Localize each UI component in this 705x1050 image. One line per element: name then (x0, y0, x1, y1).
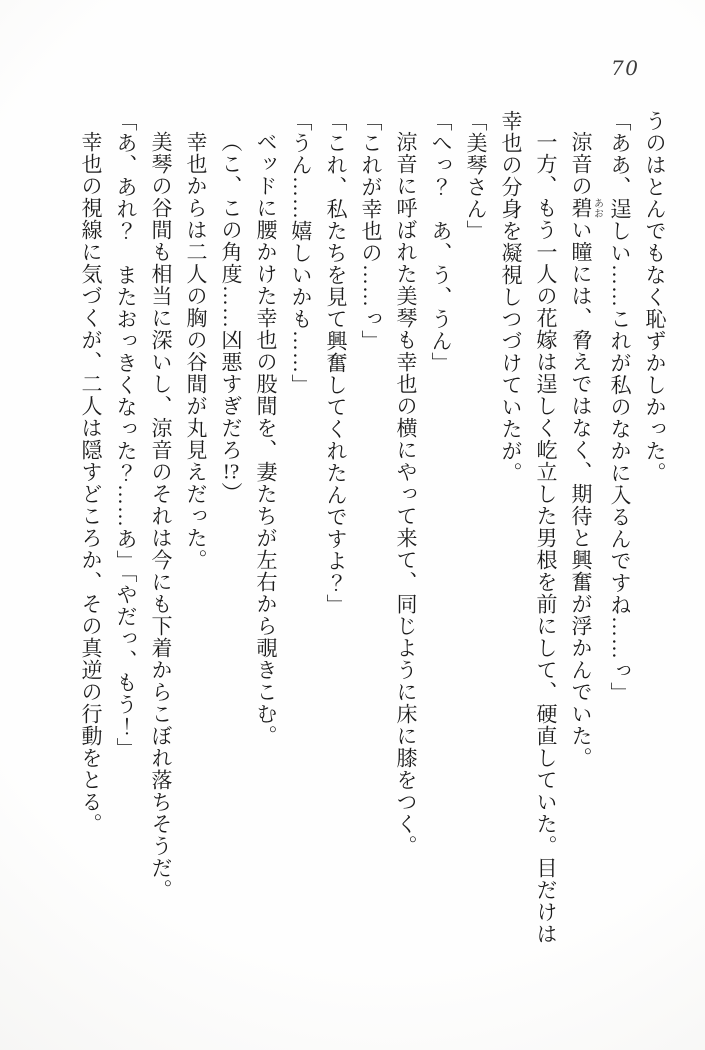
paragraph: 幸也からは二人の胸の谷間が丸見えだった。 (184, 131, 208, 571)
paragraph: 一方、もう一人の花嫁は逞しく屹立した男根を前にして、硬直していた。目だけは幸也の分身を凝視しつづけていたが。 (499, 110, 558, 945)
text-block (66, 110, 672, 952)
paragraph: 幸也の視線に気づくが、二人は隠すどころか、その真逆の行動をとる。 (79, 131, 103, 835)
tate-chu-yoko: !? (222, 461, 240, 482)
paragraph: 「ああ、逞しい……これが私のなかに入るんですね……っ」 (608, 110, 632, 704)
paragraph: 「うん……嬉しいかも……」 (289, 110, 313, 396)
paragraph: 「これ、私たちを見て興奮してくれたんですよ？」 (324, 110, 348, 616)
paragraph: 涼音の碧あおい瞳には、脅えではなく、期待と興奮が浮かんでいた。 (569, 131, 603, 769)
paragraph: （こ、この角度……凶悪すぎだろ!?） (219, 131, 243, 504)
paragraph: ベッドに腰かけた幸也の股間を、妻たちが左右から覗きこむ。 (254, 131, 278, 747)
paragraph: うのはとんでもなく恥ずかしかった。 (643, 110, 667, 484)
page-number: 70 (611, 56, 640, 80)
paragraph: 「あ、あれ？ またおっきくなった？……あ」「やだっ、もう！」 (114, 110, 138, 760)
paragraph: 「美琴さん」 (464, 110, 488, 242)
paragraph: 涼音に呼ばれた美琴も幸也の横にやって来て、同じように床に膝をつく。 (394, 131, 418, 857)
paragraph: 「これが幸也の……っ」 (359, 110, 383, 352)
ruby-annotated-word: 碧あお (569, 197, 603, 219)
paragraph: 「へっ？ あ、う、うん」 (429, 110, 453, 374)
paragraph: 美琴の谷間も相当に深いし、涼音のそれは今にも下着からこぼれ落ちそうだ。 (149, 131, 173, 901)
